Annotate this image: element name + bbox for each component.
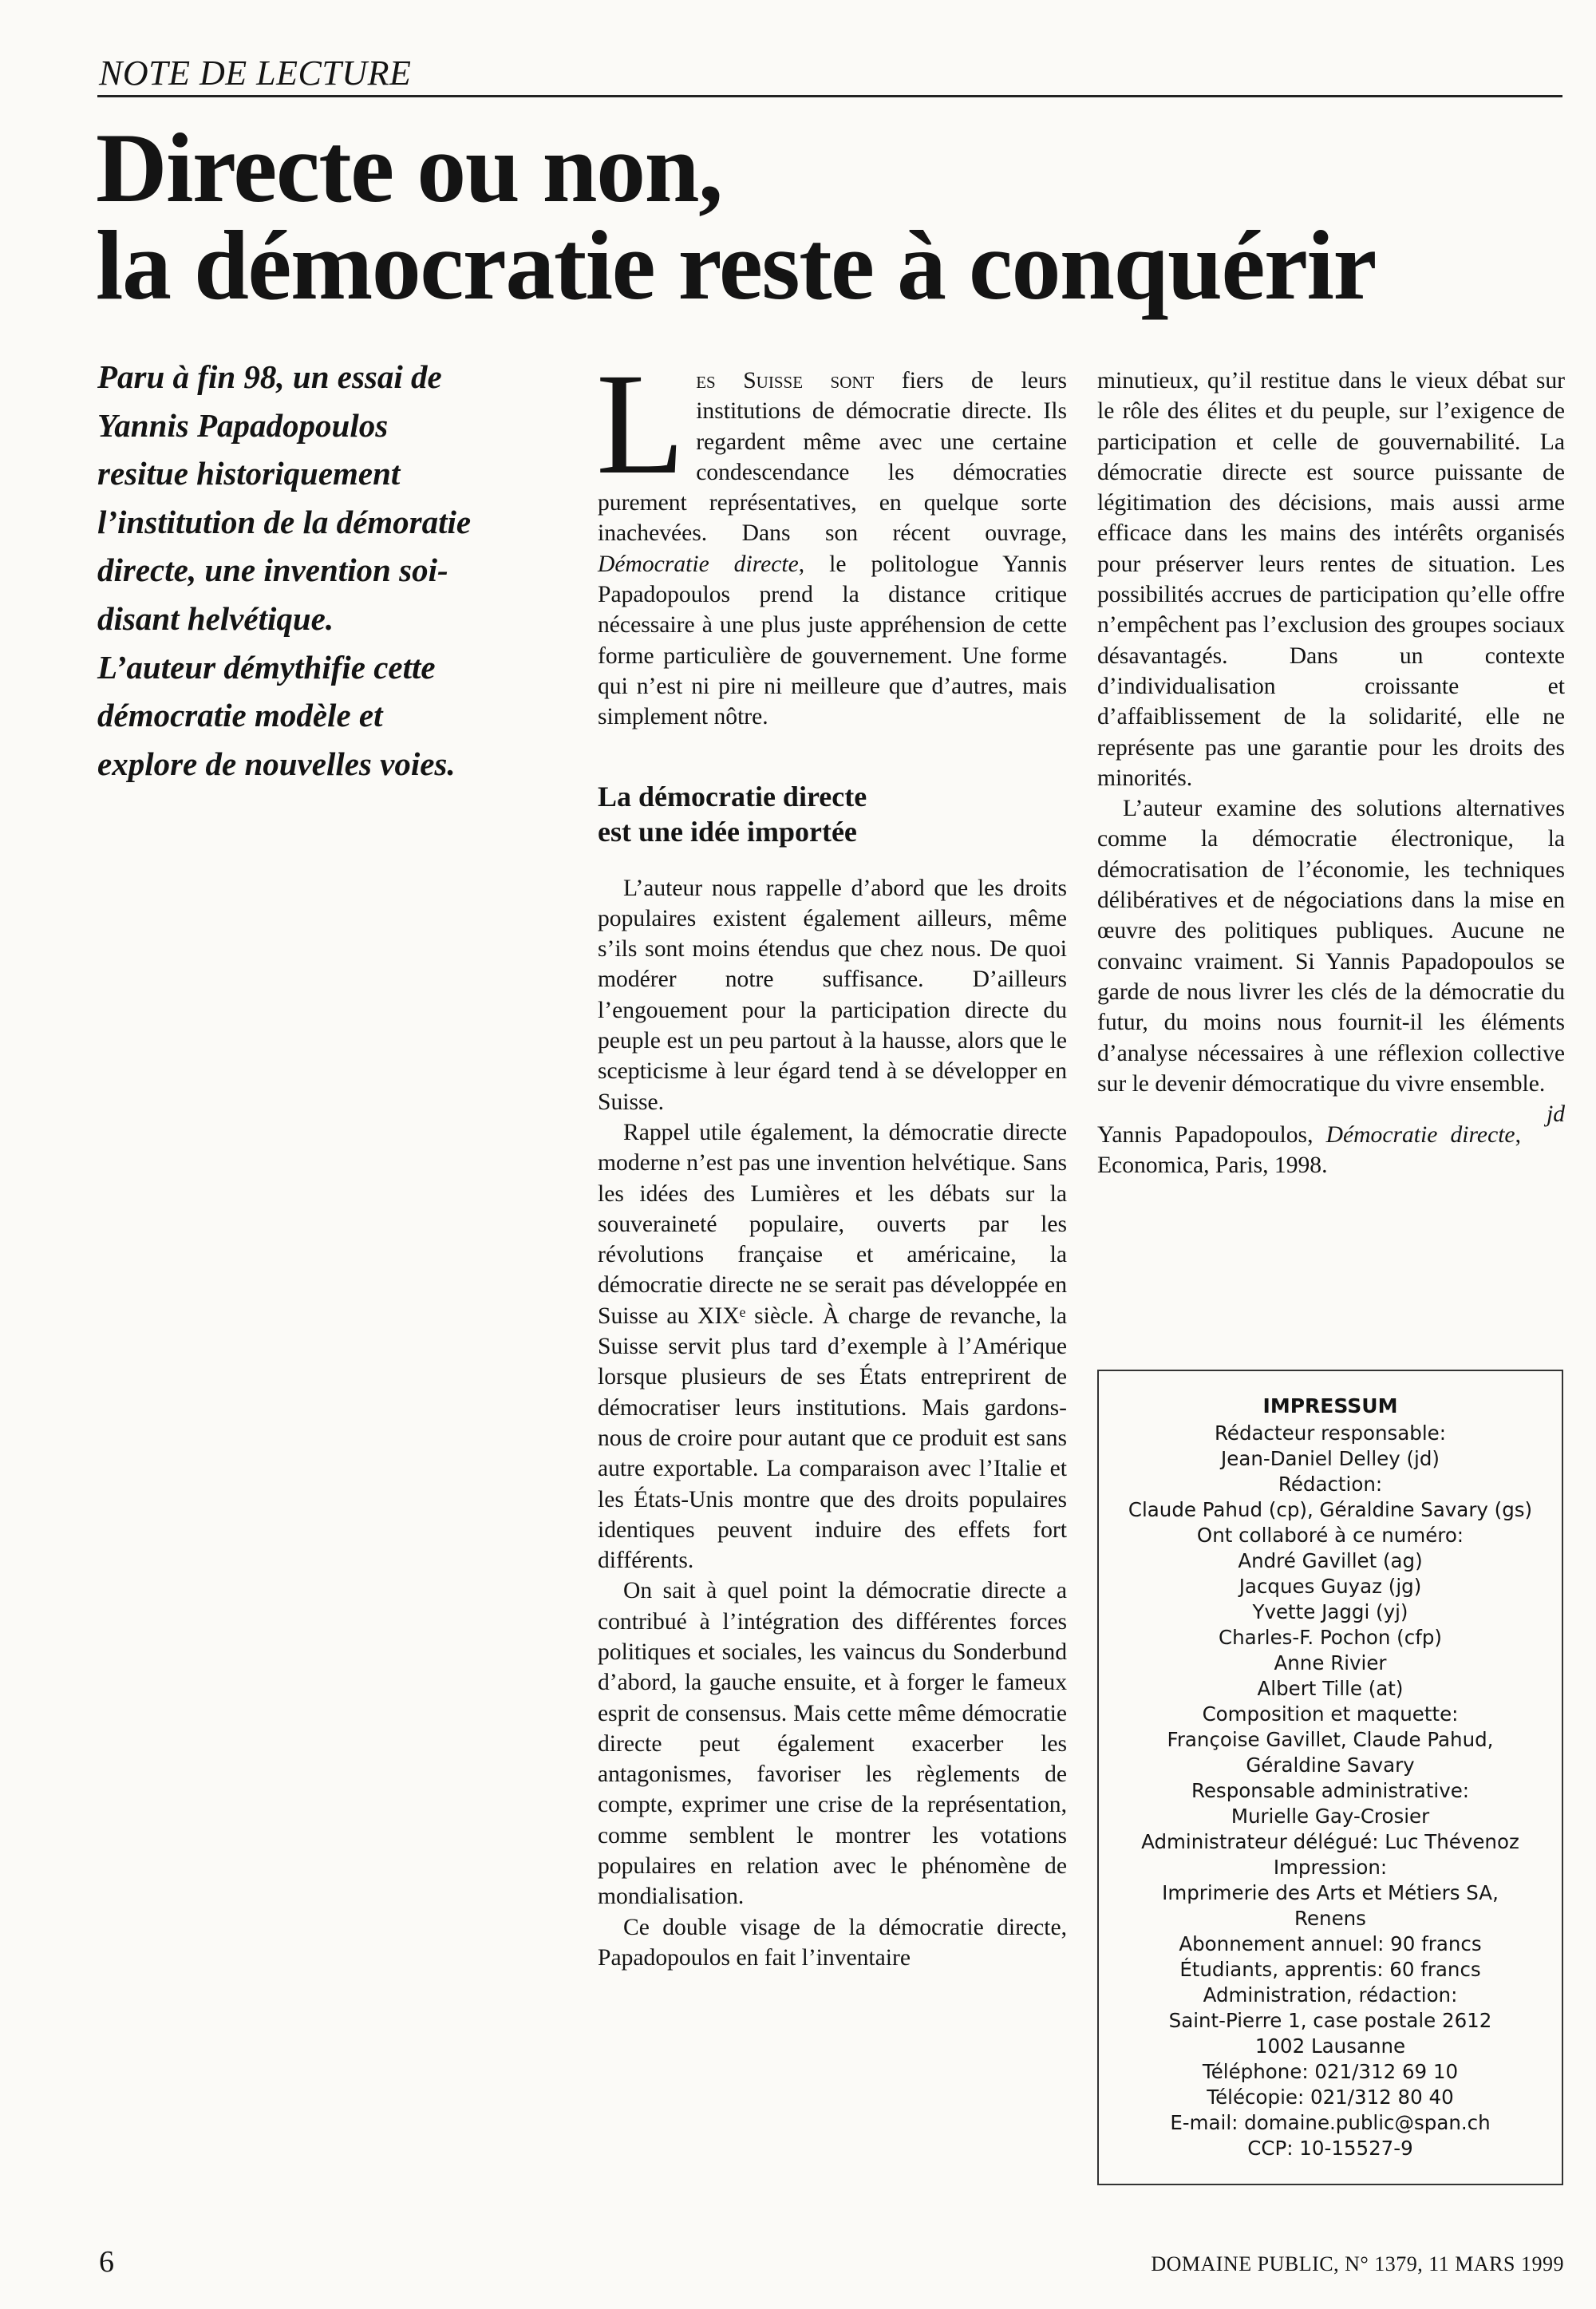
bibliography-reference: Yannis Papadopoulos, Démocratie directe, Economica, Paris, 1998.	[1097, 1122, 1521, 1179]
impressum-line: Administration, rédaction:	[1203, 1983, 1458, 2007]
lede-line: explore de nouvelles voies.	[97, 745, 456, 782]
impressum-line: E-mail: domaine.public@span.ch	[1170, 2111, 1491, 2134]
lede-line: L’auteur démythifie cette	[97, 648, 436, 686]
article-column-2	[1097, 366, 1565, 1181]
impressum-title: IMPRESSUM	[1262, 1394, 1398, 1417]
impressum-line: Abonnement annuel: 90 francs	[1179, 1932, 1482, 1955]
impressum-lines	[1099, 1421, 1562, 2161]
article-lede	[97, 353, 576, 788]
impressum-line: Responsable administrative:	[1191, 1779, 1470, 1802]
impressum-line: Administrateur délégué: Luc Thévenoz	[1141, 1830, 1519, 1853]
impressum-line: Géraldine Savary	[1246, 1753, 1415, 1777]
impressum-line: Étudiants, apprentis: 60 francs	[1179, 1958, 1481, 1981]
impressum-line: Albert Tille (at)	[1257, 1677, 1404, 1700]
impressum-box	[1097, 1370, 1563, 2185]
lede-line: directe, une invention soi-	[97, 552, 448, 589]
impressum-line: Charles-F. Pochon (cfp)	[1219, 1626, 1442, 1649]
article-paragraph: L’auteur examine des solutions alternatives comme la démocratie électronique, la démocratisation de l’économie, les techniques délibératives et de négociations dans la mise en œuvre des politiques publiques. Aucune ne convainc vraiment. Si Yannis Papadopoulos se garde de nous livrer les clés de la démocratie du futur, du moins nous fournit-il les éléments d’analyse nécessaires à une réflexion collective sur le devenir démocratique du vivre ensemble. jd	[1097, 793, 1565, 1099]
header-rule	[97, 95, 1562, 97]
lede-line: Yannis Papadopoulos	[97, 406, 389, 444]
impressum-line: CCP: 10-15527-9	[1247, 2137, 1413, 2160]
book-title: Démocratie directe	[598, 551, 799, 577]
impressum-line: Télécopie: 021/312 80 40	[1207, 2086, 1454, 2109]
lede-line: resitue historiquement	[97, 455, 401, 492]
impressum-line: Rédaction:	[1278, 1473, 1383, 1496]
impressum-line: Téléphone: 021/312 69 10	[1202, 2060, 1459, 2083]
impressum-line: Jacques Guyaz (jg)	[1238, 1575, 1422, 1598]
headline-line-1: Directe ou non,	[96, 113, 722, 223]
article-paragraph: L’auteur nous rappelle d’abord que les droits populaires existent également ailleurs, même s’ils sont moins étendus que chez nous. De quoi modérer notre suffisance. D’ailleurs l’engouement pour la participation directe du peuple est un peu partout à la hausse, alors que le scepticisme à leur égard tend à se développer en Suisse.	[598, 875, 1067, 1115]
lead-in-caps: es Suisse sont	[696, 368, 875, 393]
lede-line: disant helvétique.	[97, 599, 334, 637]
headline-line-2: la démocratie reste à conquérir	[96, 211, 1377, 320]
impressum-line: Rédacteur responsable:	[1214, 1421, 1446, 1445]
impressum-line: Saint-Pierre 1, case postale 2612	[1168, 2009, 1492, 2032]
impressum-line: Composition et maquette:	[1202, 1702, 1459, 1726]
impressum-line: Jean-Daniel Delley (jd)	[1221, 1447, 1440, 1470]
author-signature: jd	[1546, 1101, 1565, 1128]
impressum-line: Claude Pahud (cp), Géraldine Savary (gs)	[1128, 1498, 1533, 1521]
lede-line: l’institution de la démoratie	[97, 503, 472, 540]
lede-line: Paru à fin 98, un essai de	[97, 358, 442, 395]
article-paragraph: minutieux, qu’il restitue dans le vieux débat sur le rôle des élites et du peuple, sur l’exigence de participation et celle de gouvernabilité. La démocratie directe est source puissante de légitimation des décisions, mais aussi arme efficace dans les mains des intérêts organisés pour préserver leurs rentes de situation. Les possibilités accrues de participation qu’elle offre n’empêchent pas l’exclusion des groupes sociaux désavantagés. Dans un contexte d’individualisation croissante et d’affaiblissement de la solidarité, elle ne représente pas une garantie pour les droits des minorités.	[1097, 368, 1565, 791]
impressum-line: André Gavillet (ag)	[1238, 1549, 1423, 1572]
page-number: 6	[99, 2245, 114, 2279]
impressum-line: Ont collaboré à ce numéro:	[1196, 1524, 1464, 1547]
section-rubric: NOTE DE LECTURE	[99, 53, 412, 93]
impressum-line: Impression:	[1273, 1856, 1388, 1879]
article-paragraph: Rappel utile également, la démocratie directe moderne n’est pas une invention helvétique. Sans les idées des Lumières et les débats sur la souveraineté populaire, ouverts par les révolutions française et américaine, la démocratie directe ne se serait pas développée en Suisse au XIXᵉ siècle. À charge de revanche, la Suisse servit plus tard d’exemple à l’Amérique lorsque plusieurs de ses États entreprirent de démocratiser leurs institutions. Mais gardons-nous de croire pour autant que ce produit est sans autre exportable. La comparaison avec l’Italie et les États-Unis montre que des droits populaires identiques peuvent induire des effets fort différents.	[598, 1119, 1067, 1574]
lede-line: démocratie modèle et	[97, 697, 383, 734]
publication-footer: DOMAINE PUBLIC, N° 1379, 11 MARS 1999	[1151, 2252, 1564, 2275]
article-headline	[96, 113, 1564, 320]
article-column-1	[596, 344, 1067, 1973]
book-title: Démocratie directe	[1325, 1122, 1515, 1149]
impressum-line: Françoise Gavillet, Claude Pahud,	[1167, 1728, 1494, 1751]
article-paragraph: Ce double visage de la démocratie directe, Papadopoulos en fait l’inventaire	[598, 1914, 1067, 1971]
impressum-line: Anne Rivier	[1274, 1651, 1387, 1674]
impressum-line: Murielle Gay-Crosier	[1231, 1805, 1430, 1828]
drop-cap: L	[596, 344, 685, 504]
impressum-line: Renens	[1294, 1907, 1366, 1930]
impressum-line: Yvette Jaggi (yj)	[1252, 1600, 1408, 1623]
impressum-line: Imprimerie des Arts et Métiers SA,	[1162, 1881, 1499, 1904]
article-subheading: La démocratie directe est une idée importée	[598, 780, 867, 848]
impressum-line: 1002 Lausanne	[1254, 2034, 1406, 2058]
article-paragraph: Les Suisse sont fiers de leurs institutions de démocratie directe. Ils regardent même avec une certaine condescendance les démocraties purement représentatives, en quelque sorte inachevées. Dans son récent ouvrage, Démocratie directe, le politologue Yannis Papadopoulos prend la distance critique nécessaire à une plus juste appréhension de cette forme particulière de gouvernement. Une forme qui n’est ni pire ni meilleure que d’autres, mais simplement nôtre.	[596, 344, 1067, 730]
article-paragraph: On sait à quel point la démocratie directe a contribué à l’intégration des différentes forces politiques et sociales, les vaincus du Sonderbund d’abord, la gauche ensuite, et à forger le fameux esprit de consensus. Mais cette même démocratie directe peut également exacerber les antagonismes, favoriser les règlements de compte, exprimer une crise de la représentation, comme semblent le montrer les votations populaires en relation avec le phénomène de mondialisation.	[598, 1578, 1067, 1910]
